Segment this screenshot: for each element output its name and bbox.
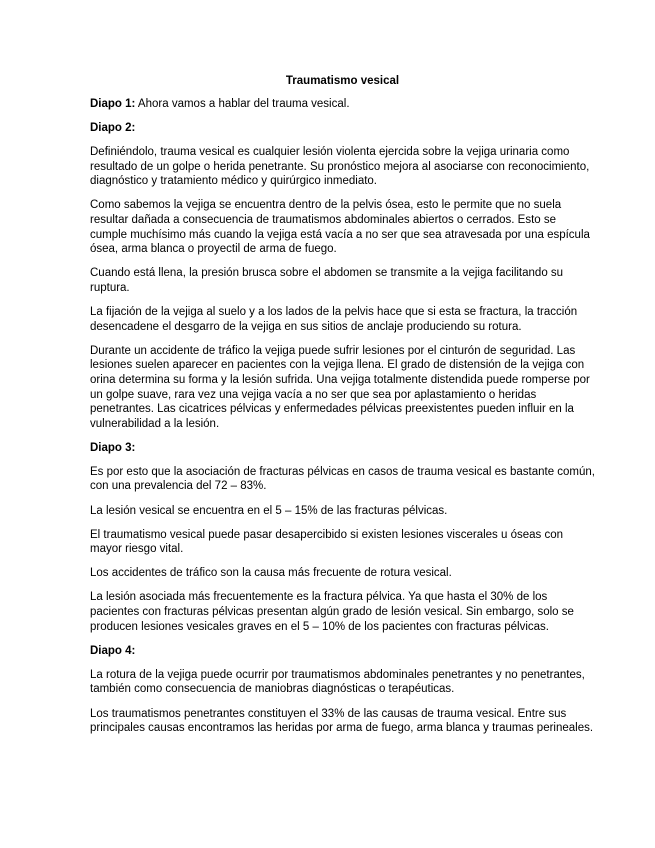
diapo-3-paragraph-5: La lesión asociada más frecuentemente es la fractura pélvica. Ya que hasta el 30% de los pacientes con fracturas pélvicas presentan algún grado de lesión vesical. Sin embargo, solo se producen lesiones vesicales graves en el 5 – 10% de los pacientes con fracturas pélvicas.	[90, 591, 574, 633]
diapo-4-heading: Diapo 4:	[90, 644, 136, 657]
diapo-2-paragraph-2: Como sabemos la vejiga se encuentra dentro de la pelvis ósea, esto le permite que no suela resultar dañada a consecuencia de traumatismos abdominales abiertos o cerrados. Esto se cumple muchísimo más cuando la vejiga está vacía a no ser que sea atravesada por una espícula ósea, arma blanca o proyectil de arma de fuego.	[90, 199, 590, 256]
document-title: Traumatismo vesical	[285, 75, 400, 87]
diapo-3-paragraph-2: La lesión vesical se encuentra en el 5 – 15% de las fracturas pélvicas.	[90, 504, 448, 517]
diapo-1-text: Ahora vamos a hablar del trauma vesical.	[135, 98, 350, 110]
diapo-2-heading: Diapo 2:	[90, 122, 136, 135]
diapo-2-paragraph-4: La fijación de la vejiga al suelo y a los lados de la pelvis hace que si esta se fractura, la tracción desencadene el desgarro de la vejiga en sus sitios de anclaje produciendo su rotura.	[90, 306, 578, 333]
diapo-4-paragraph-2: Los traumatismos penetrantes constituyen el 33% de las causas de trauma vesical. Entre sus principales causas encontramos las heridas por arma de fuego, arma blanca y traumas perineales.	[90, 707, 594, 735]
diapo-3-paragraph-4: Los accidentes de tráfico son la causa más frecuente de rotura vesical.	[90, 567, 452, 580]
diapo-3-paragraph-3: El traumatismo vesical puede pasar desapercibido si existen lesiones viscerales u óseas con mayor riesgo vital.	[90, 528, 564, 556]
diapo-2-paragraph-5: Durante un accidente de tráfico la vejiga puede sufrir lesiones por el cinturón de seguridad. Las lesiones suelen aparecer en pacientes con la vejiga llena. El grado de distensión de la vejiga con orina determina su forma y la lesión sufrida. Una vejiga totalmente distendida puede romperse por un golpe suave, rara vez una vejiga vacía a no ser que sea por aplastamiento o heridas penetrantes. Las cicatrices pélvicas y enfermedades pélvicas preexistentes pueden influir en la vulnerabilidad a la lesión.	[90, 344, 590, 430]
diapo-1-label: Diapo 1:	[90, 98, 136, 110]
diapo-2-paragraph-1: Definiéndolo, trauma vesical es cualquier lesión violenta ejercida sobre la vejiga urinaria como resultado de un golpe o herida penetrante. Su pronóstico mejora al asociarse con reconocimiento, diagnóstico y tratamiento médico y quirúrgico inmediato.	[90, 146, 590, 188]
diapo-3-paragraph-1: Es por esto que la asociación de fracturas pélvicas en casos de trauma vesical es bastante común, con una prevalencia del 72 – 83%.	[90, 465, 595, 493]
diapo-1-paragraph	[90, 97, 595, 112]
diapo-2-paragraph-3: Cuando está llena, la presión brusca sobre el abdomen se transmite a la vejiga facilitando su ruptura.	[90, 267, 564, 294]
diapo-4-paragraph-1: La rotura de la vejiga puede ocurrir por traumatismos abdominales penetrantes y no penetrantes, también como consecuencia de maniobras diagnósticas o terapéuticas.	[90, 668, 585, 696]
diapo-3-heading: Diapo 3:	[90, 441, 136, 454]
